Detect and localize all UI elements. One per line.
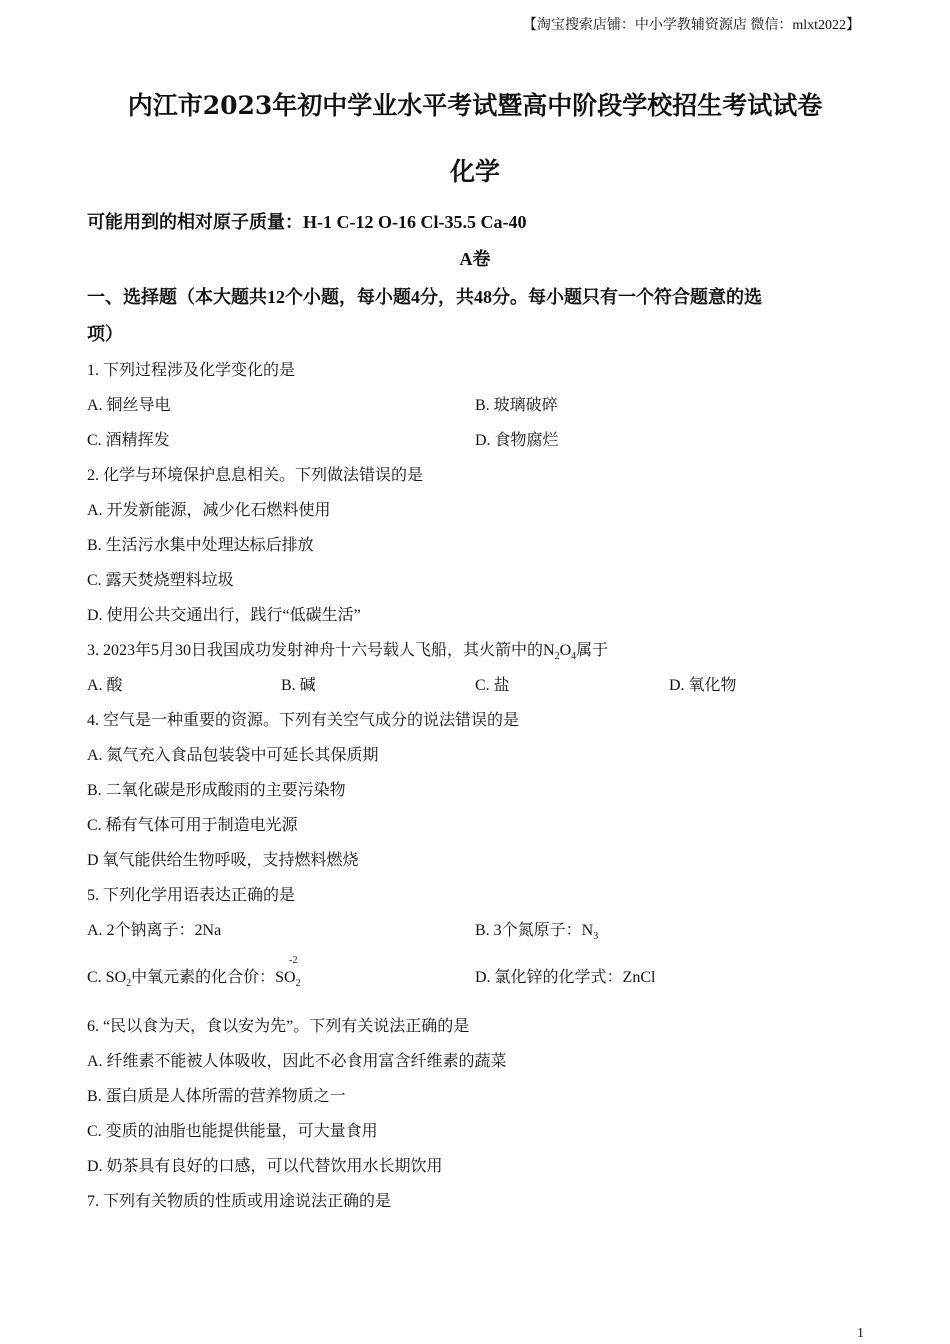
question-3-option-c: C. 盐 <box>475 677 510 694</box>
question-3-stem-end: 属于 <box>576 642 609 659</box>
question-1-option-a: A. 铜丝导电 <box>87 397 171 414</box>
subscript: 4 <box>571 651 577 663</box>
question-3-option-a: A. 酸 <box>87 677 123 694</box>
section-heading: 一、选择题（本大题共12个小题，每小题4分，共48分。每小题只有一个符合题意的选 <box>87 287 762 307</box>
question-5-option-a: A. 2个钠离子：2Na <box>87 922 222 939</box>
volume-label: A卷 <box>459 249 491 269</box>
exam-title: 内江市2023年初中学业水平考试暨高中阶段学校招生考试试卷 <box>127 91 823 120</box>
question-7-stem: 7. 下列有关物质的性质或用途说法正确的是 <box>87 1193 392 1210</box>
question-1-stem: 1. 下列过程涉及化学变化的是 <box>87 362 296 379</box>
subscript: 2 <box>295 978 301 990</box>
question-6-stem: 6. “民以食为天，食以安为先”。下列有关说法正确的是 <box>87 1018 470 1035</box>
question-6-option-c: C. 变质的油脂也能提供能量，可大量食用 <box>87 1123 378 1140</box>
section-heading-cont: 项） <box>87 324 123 344</box>
question-4-option-a: A. 氮气充入食品包装袋中可延长其保质期 <box>87 747 379 764</box>
question-3-stem <box>87 637 608 662</box>
subscript: 2 <box>554 651 560 663</box>
valence-superscript: -2 <box>289 955 298 966</box>
subscript: 3 <box>593 931 599 943</box>
question-2-stem: 2. 化学与环境保护息息相关。下列做法错误的是 <box>87 467 424 484</box>
question-2-option-b: B. 生活污水集中处理达标后排放 <box>87 537 314 554</box>
atomic-masses: 可能用到的相对原子质量：H-1 C-12 O-16 Cl-35.5 Ca-40 <box>87 212 527 232</box>
question-2-option-c: C. 露天焚烧塑料垃圾 <box>87 572 234 589</box>
question-4-option-c: C. 稀有气体可用于制造电光源 <box>87 817 298 834</box>
option-b-text: B. 3个氮原子：N <box>475 922 594 939</box>
question-5-option-d: D. 氯化锌的化学式：ZnCl <box>475 969 656 986</box>
question-1-option-d: D. 食物腐烂 <box>475 432 559 449</box>
question-6-option-a: A. 纤维素不能被人体吸收，因此不必食用富含纤维素的蔬菜 <box>87 1053 507 1070</box>
option-c-text: C. SO <box>87 969 127 986</box>
question-6-option-b: B. 蛋白质是人体所需的营养物质之一 <box>87 1088 346 1105</box>
question-1-option-b: B. 玻璃破碎 <box>475 397 558 414</box>
question-3-option-d: D. 氧化物 <box>669 677 737 694</box>
question-1-option-c: C. 酒精挥发 <box>87 432 170 449</box>
question-6-option-d: D. 奶茶具有良好的口感，可以代替饮用水长期饮用 <box>87 1158 443 1175</box>
question-4-stem: 4. 空气是一种重要的资源。下列有关空气成分的说法错误的是 <box>87 712 520 729</box>
question-2-option-d: D. 使用公共交通出行，践行“低碳生活” <box>87 607 361 624</box>
subject-title: 化学 <box>449 157 500 186</box>
header-note: 【淘宝搜索店铺：中小学教辅资源店 微信：mlxt2022】 <box>522 18 860 33</box>
page-number: 1 <box>857 1326 864 1341</box>
question-2-option-a: A. 开发新能源，减少化石燃料使用 <box>87 502 331 519</box>
question-4-option-b: B. 二氧化碳是形成酸雨的主要污染物 <box>87 782 346 799</box>
formula-part: O <box>559 642 572 659</box>
question-5-stem: 5. 下列化学用语表达正确的是 <box>87 887 296 904</box>
question-5-option-c <box>87 955 301 990</box>
question-4-option-d: D 氧气能供给生物呼吸，支持燃料燃烧 <box>87 852 359 869</box>
question-3-option-b: B. 碱 <box>281 677 316 694</box>
question-3-stem-text: 3. 2023年5月30日我国成功发射神舟十六号载人飞船，其火箭中的N <box>87 642 555 659</box>
valence-formula: SO <box>275 969 296 986</box>
valence-notation <box>275 955 301 990</box>
subscript: 2 <box>126 978 132 990</box>
question-5-option-b <box>475 917 598 942</box>
option-c-text-cont: 中氧元素的化合价： <box>131 969 276 986</box>
